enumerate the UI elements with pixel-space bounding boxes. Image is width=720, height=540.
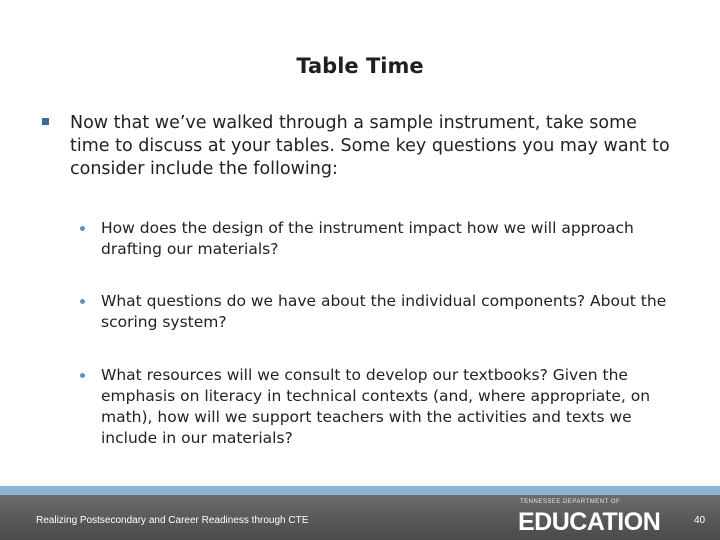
main-bullet-text: Now that we’ve walked through a sample instrument, take some time to discuss at your tables. Some key questions you may want to consider include the following: <box>70 113 670 179</box>
logo-department-text: TENNESSEE DEPARTMENT OF <box>520 499 621 505</box>
round-bullet-icon <box>80 373 85 378</box>
footer-caption: Realizing Postsecondary and Career Readiness through CTE <box>36 515 309 526</box>
square-bullet-icon <box>42 118 49 125</box>
sub-bullet-text: What resources will we consult to develop our textbooks? Given the emphasis on literacy in technical contexts (and, where appropriate, on math), how will we support teachers with the activities and texts we include in our materials? <box>101 366 651 447</box>
sub-bullet-text: How does the design of the instrument impact how we will approach drafting our materials? <box>101 219 634 258</box>
page-number: 40 <box>694 515 706 526</box>
slide-title: Table Time <box>296 54 424 78</box>
footer-stripe <box>0 486 720 495</box>
education-logo: EDUCATION <box>518 508 661 536</box>
round-bullet-icon <box>80 299 85 304</box>
sub-bullet-text: What questions do we have about the individual components? About the scoring system? <box>101 292 667 331</box>
round-bullet-icon <box>80 226 85 231</box>
